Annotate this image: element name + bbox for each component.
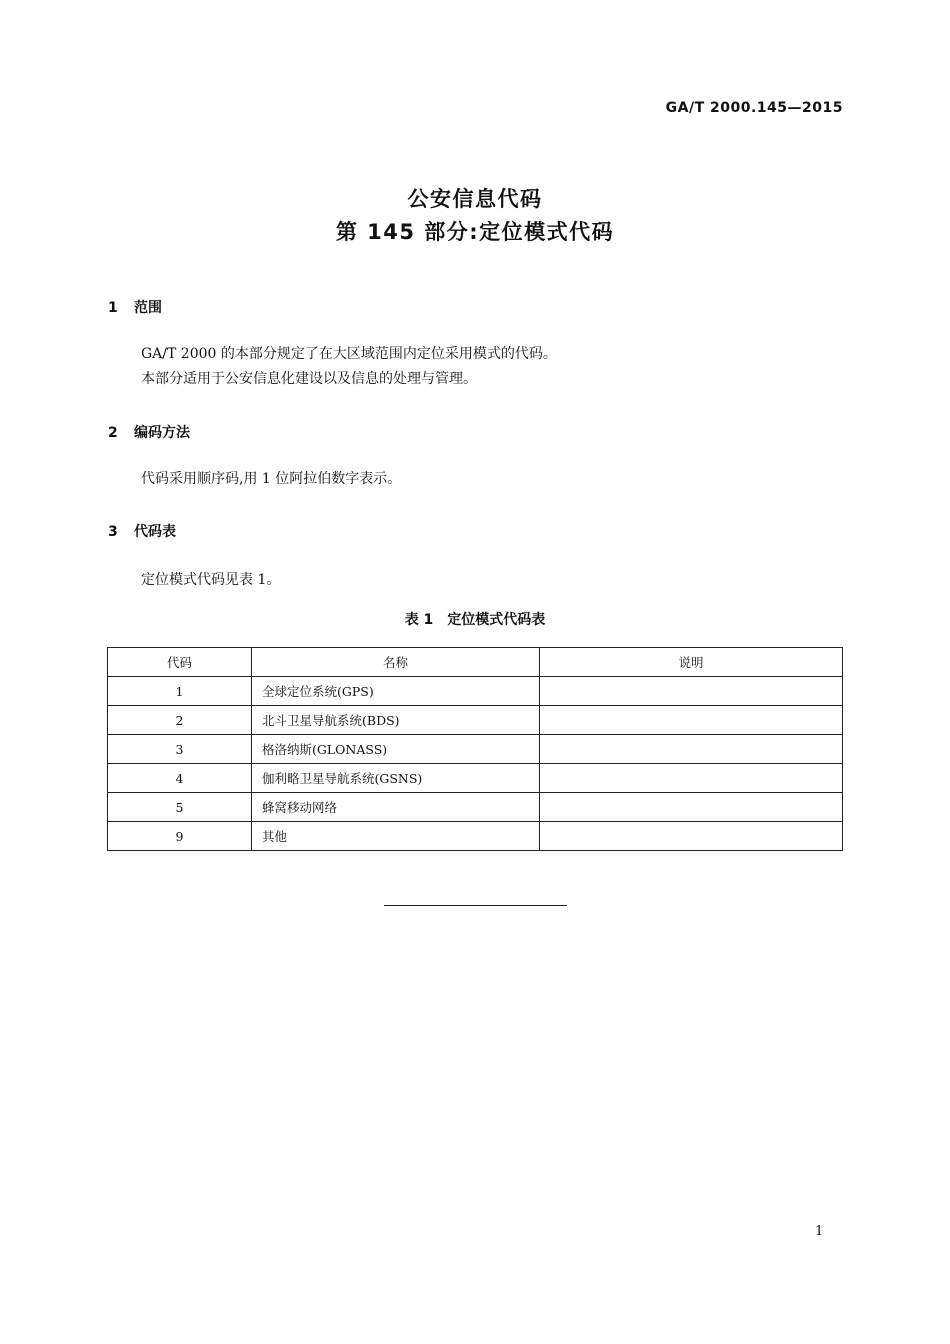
- table-row: [108, 735, 843, 764]
- end-rule: [384, 905, 567, 906]
- cell-note: [540, 822, 843, 851]
- section-number: 1: [108, 300, 118, 316]
- document-title: 公安信息代码: [407, 187, 543, 211]
- standard-number: GA/T 2000.145—2015: [665, 100, 843, 116]
- cell-note: [540, 793, 843, 822]
- table-row: [108, 677, 843, 706]
- cell-name: 格洛纳斯(GLONASS): [252, 735, 540, 764]
- cell-code: 5: [108, 793, 252, 822]
- cell-code: 3: [108, 735, 252, 764]
- section-title: 代码表: [134, 524, 176, 540]
- code-table: [107, 647, 843, 851]
- cell-code: 9: [108, 822, 252, 851]
- table-caption-label: 表 1: [404, 612, 434, 628]
- cell-name: 其他: [252, 822, 540, 851]
- cell-name: 全球定位系统(GPS): [252, 677, 540, 706]
- section-title: 范围: [134, 300, 162, 316]
- cell-note: [540, 677, 843, 706]
- cell-code: 2: [108, 706, 252, 735]
- cell-note: [540, 706, 843, 735]
- header-name: 名称: [252, 648, 540, 677]
- section-heading-code-table: [108, 521, 176, 541]
- cell-note: [540, 764, 843, 793]
- table-row: [108, 706, 843, 735]
- page-number: 1: [815, 1224, 824, 1239]
- section-paragraph: GA/T 2000 的本部分规定了在大区域范围内定位采用模式的代码。: [141, 346, 557, 362]
- cell-code: 1: [108, 677, 252, 706]
- section-heading-scope: [108, 297, 162, 317]
- cell-code: 4: [108, 764, 252, 793]
- section-title: 编码方法: [134, 425, 190, 441]
- table-caption: [0, 609, 950, 629]
- section-number: 2: [108, 425, 118, 441]
- header-code: 代码: [108, 648, 252, 677]
- table-header-row: [108, 648, 843, 677]
- section-paragraph: 本部分适用于公安信息化建设以及信息的处理与管理。: [141, 371, 477, 387]
- section-heading-coding-method: [108, 422, 190, 442]
- section-paragraph: 代码采用顺序码,用 1 位阿拉伯数字表示。: [141, 471, 402, 487]
- table-row: [108, 822, 843, 851]
- cell-name: 北斗卫星导航系统(BDS): [252, 706, 540, 735]
- section-paragraph: 定位模式代码见表 1。: [141, 572, 281, 588]
- table-row: [108, 793, 843, 822]
- document-subtitle: 第 145 部分:定位模式代码: [335, 220, 615, 244]
- cell-name: 伽利略卫星导航系统(GSNS): [252, 764, 540, 793]
- section-number: 3: [108, 524, 118, 540]
- table-row: [108, 764, 843, 793]
- table-caption-title: 定位模式代码表: [447, 612, 546, 628]
- header-note: 说明: [540, 648, 843, 677]
- cell-name: 蜂窝移动网络: [252, 793, 540, 822]
- cell-note: [540, 735, 843, 764]
